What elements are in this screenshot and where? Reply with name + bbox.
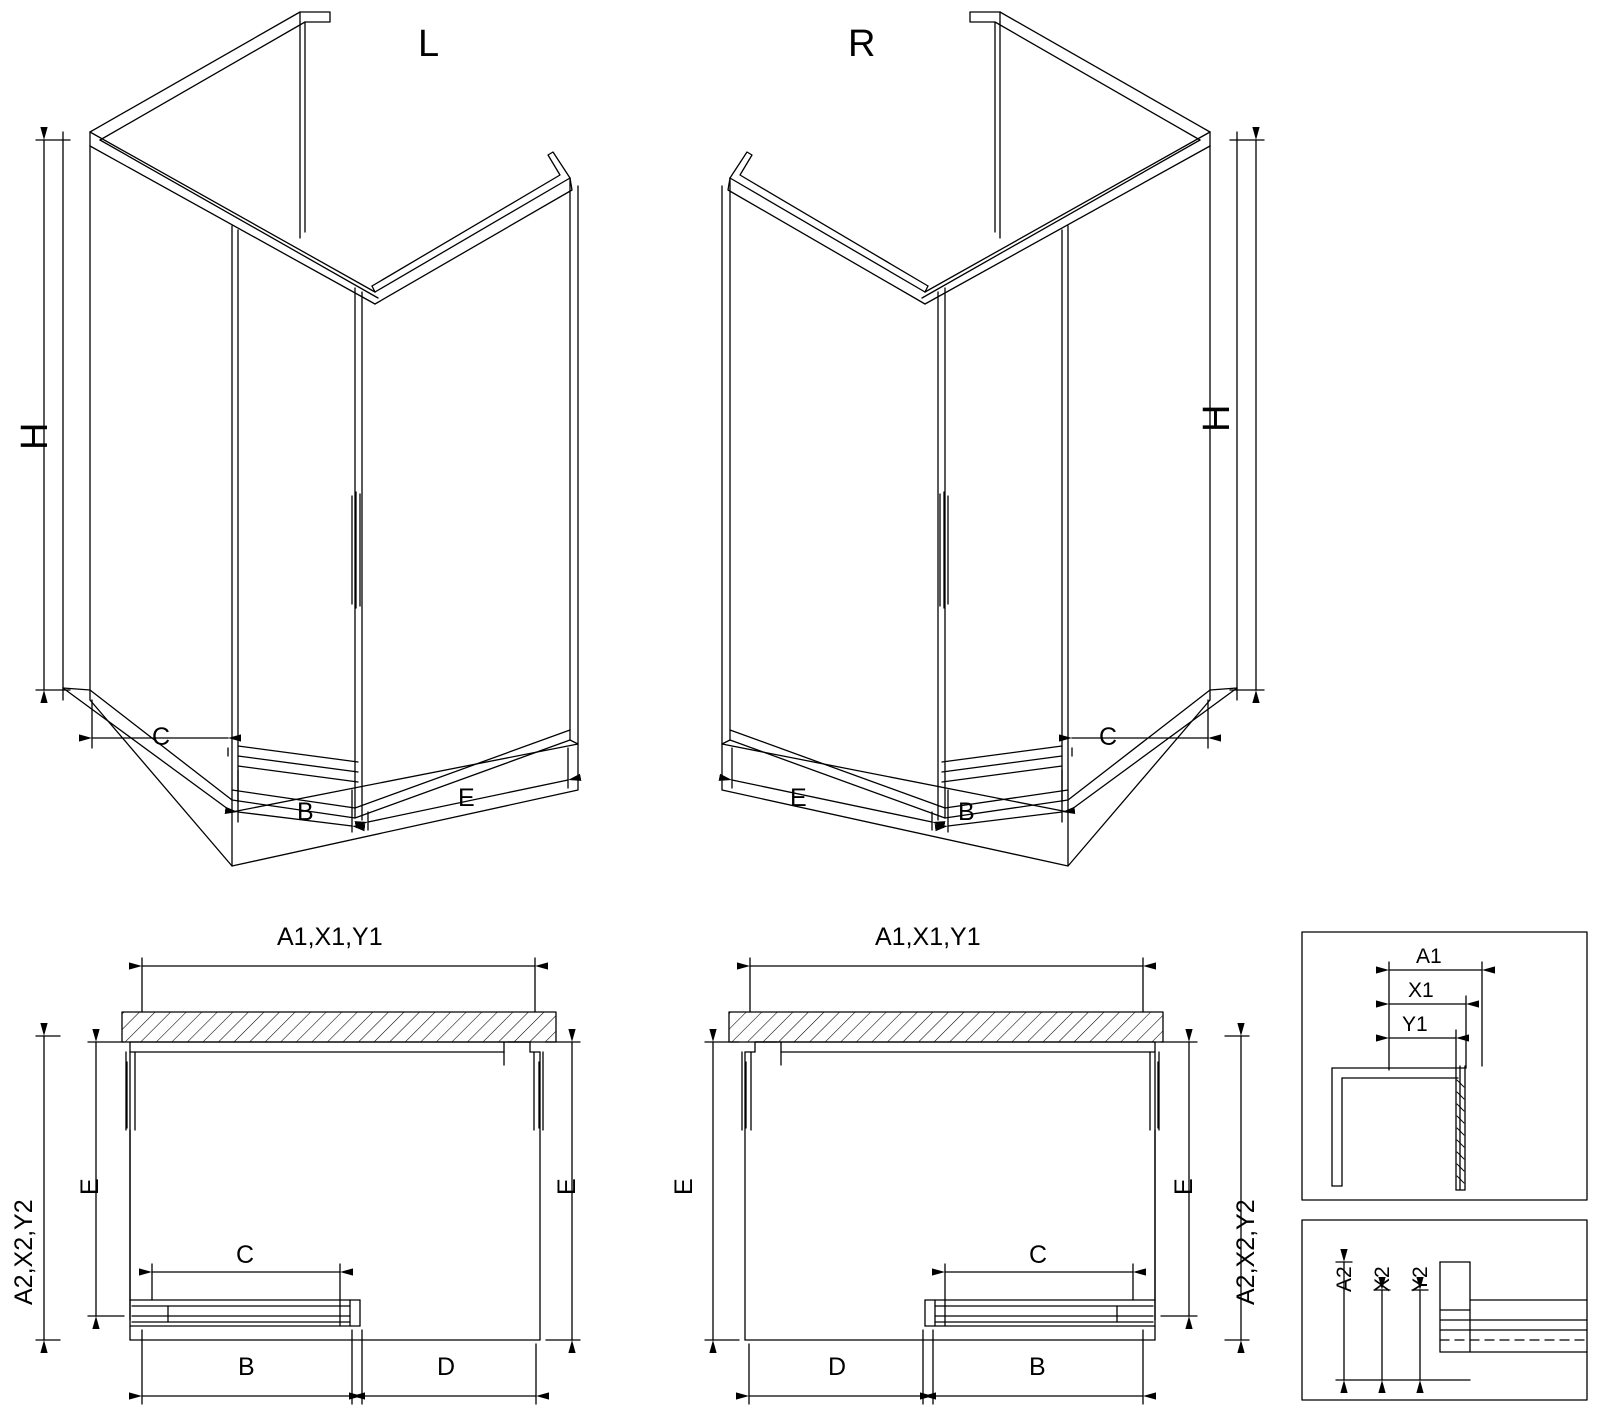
detail-view-bottom [1302, 1220, 1587, 1400]
detail-top-dim-A1: A1 [1416, 945, 1442, 968]
detail-top-dim-Y1: Y1 [1402, 1013, 1428, 1036]
iso-right-variant-label: R [848, 23, 876, 65]
plan-left-dim-A1X1Y1: A1,X1,Y1 [277, 923, 383, 951]
iso-left-variant-label: L [418, 23, 440, 65]
iso-left-dim-H: H [14, 422, 56, 450]
plan-view-right [705, 958, 1249, 1404]
iso-right-dim-E: E [790, 784, 807, 812]
iso-right-dim-B: B [958, 798, 975, 826]
plan-left-dim-C: C [236, 1241, 255, 1269]
detail-bottom-dim-X2: X2 [1371, 1266, 1394, 1292]
iso-right-dim-C: C [1099, 723, 1118, 751]
plan-left-dim-A2X2Y2: A2,X2,Y2 [10, 1199, 38, 1305]
iso-right-dim-H: H [1196, 404, 1238, 432]
plan-view-left [36, 958, 580, 1404]
plan-left-dim-E-left: E [76, 1178, 104, 1195]
detail-top-dim-X1: X1 [1408, 979, 1434, 1002]
plan-left-dim-B: B [238, 1353, 255, 1381]
detail-bottom-dim-Y2: Y2 [1409, 1266, 1432, 1292]
dim-H-left [36, 140, 70, 690]
plan-right-dim-E-right: E [1170, 1178, 1198, 1195]
iso-left-dim-C: C [152, 723, 171, 751]
plan-right-dim-D: D [828, 1353, 847, 1381]
iso-left-dim-B: B [297, 798, 314, 826]
detail-bottom-dim-A2: A2 [1333, 1266, 1356, 1292]
detail-view-top [1302, 932, 1587, 1200]
plan-right-dim-B: B [1029, 1353, 1046, 1381]
iso-left-dim-E: E [458, 784, 475, 812]
plan-right-dim-C: C [1029, 1241, 1048, 1269]
plan-left-dim-D: D [437, 1353, 456, 1381]
plan-left-dim-E-right: E [553, 1178, 581, 1195]
plan-right-dim-E-left: E [670, 1178, 698, 1195]
plan-right-dim-A2X2Y2: A2,X2,Y2 [1232, 1199, 1260, 1305]
plan-right-dim-A1X1Y1: A1,X1,Y1 [875, 923, 981, 951]
